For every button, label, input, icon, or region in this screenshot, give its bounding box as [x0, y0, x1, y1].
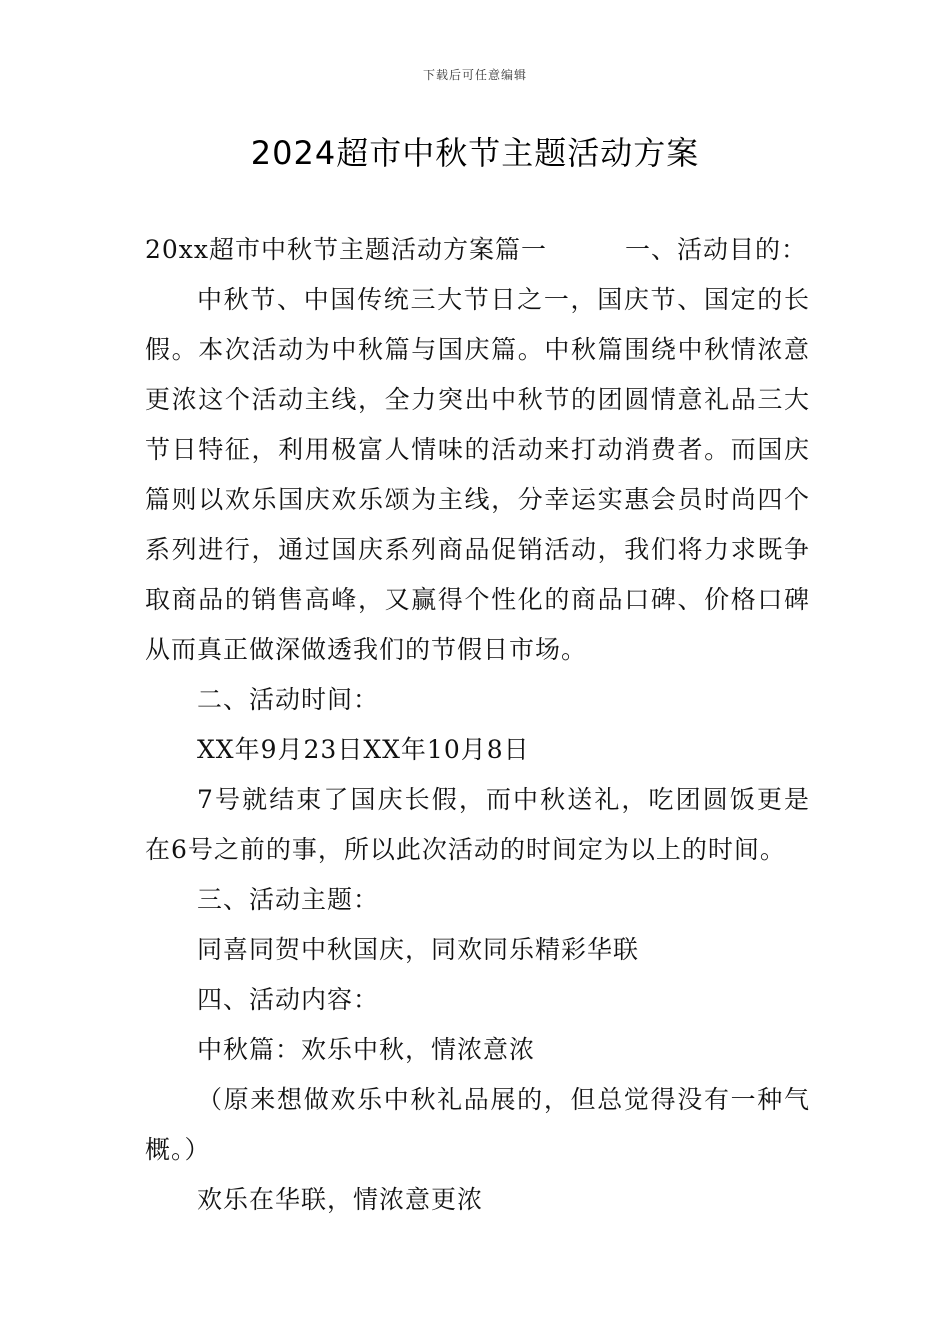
heading-content: 四、活动内容： [197, 985, 380, 1014]
paragraph-time: 7号就结束了国庆长假，而中秋送礼，吃团圆饭更是在6号之前的事，所以此次活动的时间定为以上的时间。 [145, 785, 810, 864]
mid-autumn-note: （原来想做欢乐中秋礼品展的，但总觉得没有一种气概。） [145, 1085, 810, 1164]
paragraph-goal: 中秋节、中国传统三大节日之一，国庆节、国定的长假。本次活动为中秋篇与国庆篇。中秋篇围绕中秋情浓意更浓这个活动主线，全力突出中秋节的团圆情意礼品三大节日特征，利用极富人情味的活动来打动消费者。而国庆篇则以欢乐国庆欢乐颂为主线，分幸运实惠会员时尚四个系列进行，通过国庆系列商品促销活动，我们将力求既争取商品的销售高峰，又赢得个性化的商品口碑、价格口碑从而真正做深做透我们的节假日市场。 [145, 285, 810, 664]
mid-autumn-slogan: 欢乐在华联，情浓意更浓 [197, 1185, 484, 1214]
intro-line [145, 225, 810, 275]
heading-goal: 一、活动目的： [625, 235, 808, 264]
intro-left: 20xx超市中秋节主题活动方案篇一 [145, 235, 548, 264]
time-value: XX年9月23日XX年10月8日 [197, 735, 530, 764]
header-note: 下载后可任意编辑 [422, 68, 527, 82]
heading-theme: 三、活动主题： [197, 885, 380, 914]
theme-value: 同喜同贺中秋国庆，同欢同乐精彩华联 [197, 935, 640, 964]
heading-time: 二、活动时间： [197, 685, 380, 714]
mid-autumn-title: 中秋篇：欢乐中秋，情浓意浓 [197, 1035, 536, 1064]
document-title: 2024超市中秋节主题活动方案 [250, 134, 700, 172]
document-body [145, 225, 810, 1225]
